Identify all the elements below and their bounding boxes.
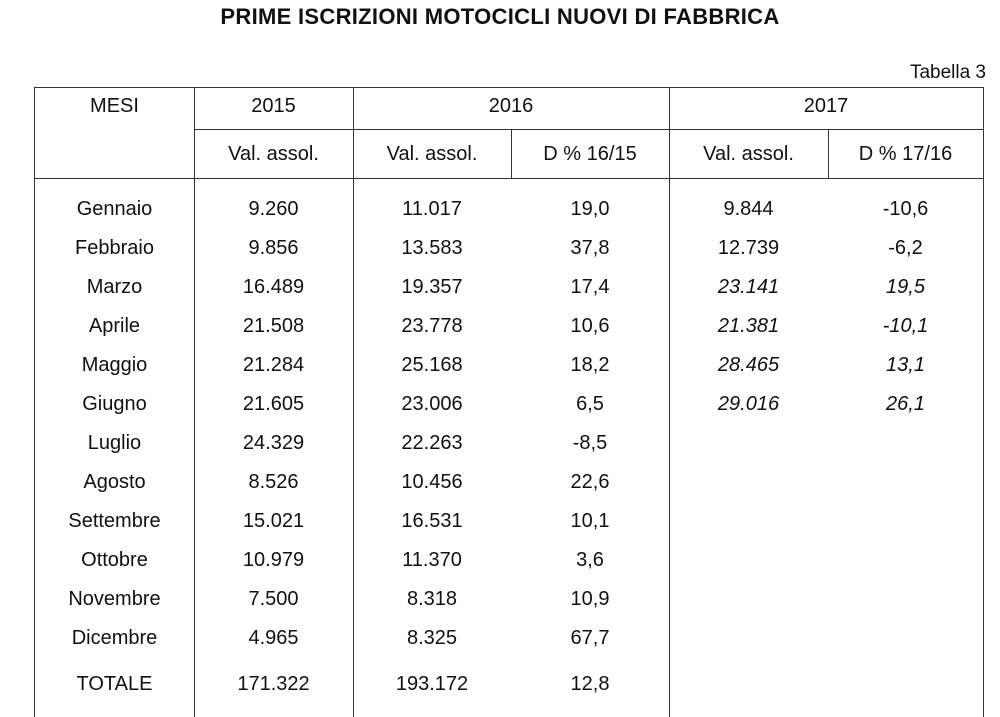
cell-val-2016: 8.318	[406, 588, 458, 610]
cell-mese: Luglio	[87, 432, 142, 454]
cell-val-2017: 9.844	[723, 198, 774, 220]
cell-mese: Ottobre	[81, 549, 148, 571]
cell-val-2015: 4.965	[248, 627, 299, 649]
cell-val-2017: 29.016	[717, 393, 780, 415]
cell-val-2015: 9.856	[248, 237, 299, 259]
cell-mese: Gennaio	[76, 198, 153, 220]
cell-val-2016: 22.263	[401, 432, 463, 454]
cell-mese: Febbraio	[75, 237, 154, 259]
cell-mese: Maggio	[81, 354, 148, 376]
cell-delta-16-15: 3,6	[576, 549, 604, 571]
cell-val-2015: 7.500	[248, 588, 299, 610]
header-year-2017: 2017	[803, 95, 849, 117]
cell-delta-16-15: 10,1	[570, 510, 610, 532]
header-val-assol-2016: Val. assol.	[386, 143, 478, 165]
cell-mese: Aprile	[88, 315, 141, 337]
cell-val-2016: 16.531	[401, 510, 463, 532]
cell-val-2015: 16.489	[242, 276, 305, 298]
cell-delta-16-15: 17,4	[570, 276, 610, 298]
cell-delta-16-15: 6,5	[576, 393, 604, 415]
header-mesi: MESI	[90, 95, 139, 117]
cell-mese: Giugno	[82, 393, 147, 415]
cell-val-2016: 11.370	[402, 549, 462, 571]
cell-delta-16-15: -8,5	[572, 432, 608, 454]
cell-val-2015: 24.329	[242, 432, 305, 454]
cell-val-2015: 8.526	[248, 471, 299, 493]
cell-val-2016: 19.357	[401, 276, 463, 298]
header-delta-17-16: D % 17/16	[858, 143, 953, 165]
cell-delta-16-15: 22,6	[570, 471, 610, 493]
cell-delta-17-16: 19,5	[886, 276, 925, 298]
cell-delta-16-15: 19,0	[570, 198, 610, 220]
cell-mese: Settembre	[68, 510, 161, 532]
cell-val-2015: 9.260	[248, 198, 299, 220]
cell-delta-17-16: -10,6	[882, 198, 929, 220]
cell-mese: Marzo	[86, 276, 143, 298]
cell-val-2016: 23.778	[401, 315, 463, 337]
header-bottom-border	[35, 178, 983, 179]
cell-delta-16-15: 67,7	[570, 627, 610, 649]
cell-val-2016: 13.583	[401, 237, 463, 259]
document-title: PRIME ISCRIZIONI MOTOCICLI NUOVI DI FABBRICA	[220, 4, 780, 29]
cell-mese: Novembre	[68, 588, 161, 610]
cell-delta-17-16: 26,1	[886, 393, 925, 415]
header-val-assol-2015: Val. assol.	[228, 143, 319, 165]
cell-delta-17-16: -6,2	[888, 237, 923, 259]
cell-val-2016: 23.006	[401, 393, 463, 415]
cell-val-2016-totale: 193.172	[395, 673, 469, 695]
cell-mese: Dicembre	[71, 627, 158, 649]
cell-delta-16-15: 18,2	[570, 354, 610, 376]
cell-val-2017: 23.141	[717, 276, 780, 298]
cell-val-2016: 25.168	[401, 354, 463, 376]
cell-delta-16-15: 10,9	[570, 588, 610, 610]
header-year-2015: 2015	[251, 95, 296, 117]
header-val-assol-2017: Val. assol.	[703, 143, 794, 165]
cell-val-2017: 21.381	[717, 315, 780, 337]
cell-delta-17-16: 13,1	[886, 354, 925, 376]
cell-mese: Agosto	[83, 471, 146, 493]
header-year-2016: 2016	[488, 95, 534, 117]
cell-val-2015-totale: 171.322	[237, 673, 310, 695]
table-label: Tabella 3	[909, 62, 986, 83]
cell-val-2017: 28.465	[717, 354, 780, 376]
cell-val-2017: 12.739	[717, 237, 780, 259]
cell-delta-17-16: -10,1	[882, 315, 929, 337]
cell-val-2016: 8.325	[406, 627, 458, 649]
cell-val-2015: 21.508	[242, 315, 305, 337]
cell-delta-16-15-totale: 12,8	[570, 673, 610, 695]
cell-mese-totale: TOTALE	[76, 673, 153, 695]
cell-val-2015: 21.605	[242, 393, 305, 415]
header-subdivider	[194, 129, 984, 130]
cell-delta-16-15: 10,6	[570, 315, 610, 337]
cell-val-2015: 15.021	[242, 510, 305, 532]
header-delta-16-15: D % 16/15	[543, 143, 637, 165]
cell-val-2015: 21.284	[242, 354, 305, 376]
cell-delta-16-15: 37,8	[570, 237, 610, 259]
cell-val-2016: 11.017	[402, 198, 462, 220]
registrations-table	[34, 87, 984, 717]
cell-val-2016: 10.456	[401, 471, 463, 493]
cell-val-2015: 10.979	[242, 549, 305, 571]
